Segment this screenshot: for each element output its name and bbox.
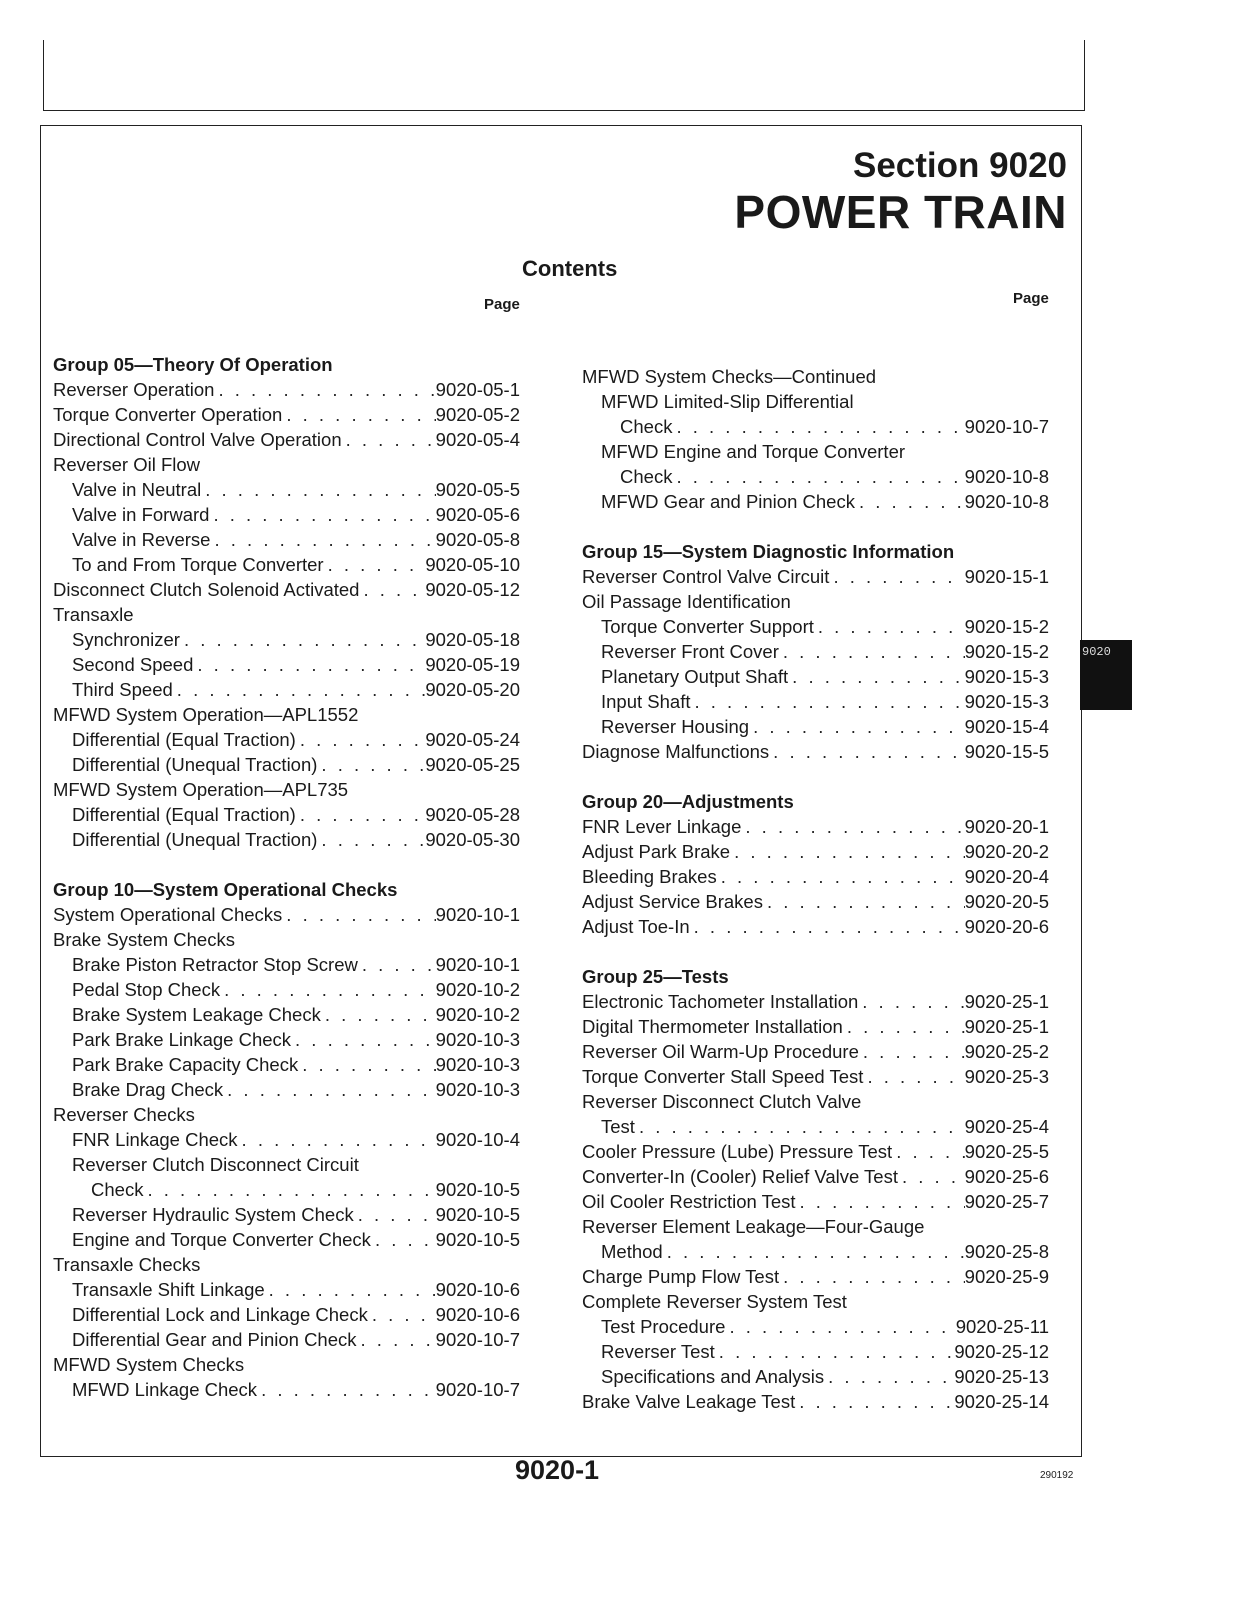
toc-page-ref: 9020-05-25 [425,754,520,775]
toc-entry [582,1164,1049,1189]
toc-entry-label: System Operational Checks [53,904,283,925]
toc-page-ref: 9020-10-8 [964,466,1049,487]
toc-page-ref: 9020-10-3 [435,1029,520,1050]
toc-entry [582,1089,1049,1114]
toc-entry-label: Reverser Test [601,1341,715,1362]
toc-leader-dots [859,1039,965,1064]
top-frame [43,40,1085,111]
toc-leader-dots [898,1164,965,1189]
toc-entry-label: Reverser Oil Warm-Up Procedure [582,1041,859,1062]
toc-entry-label: Disconnect Clutch Solenoid Activated [53,579,360,600]
page-column-label-left: Page [484,296,520,313]
toc-leader-dots [291,1027,436,1052]
toc-leader-dots [663,1239,965,1264]
toc-entry-label: Brake System Checks [53,929,235,950]
toc-leader-dots [265,1277,436,1302]
toc-leader-dots [359,577,425,602]
toc-page-ref: 9020-10-1 [435,904,520,925]
toc-entry-label: Check [620,466,673,487]
toc-leader-dots [690,689,964,714]
toc-entry [582,414,1049,439]
toc-entry [53,1102,520,1127]
toc-entry-label: Brake Drag Check [72,1079,224,1100]
toc-entry-label: Differential (Unequal Traction) [72,754,318,775]
toc-leader-dots [210,527,435,552]
toc-leader-dots [730,839,965,864]
section-number: Section 9020 [853,146,1067,185]
toc-leader-dots [180,627,425,652]
toc-entry [582,1364,1049,1389]
toc-group-label: Group 15—System Diagnostic Information [582,541,955,562]
toc-page-ref: 9020-25-12 [954,1341,1049,1362]
toc-leader-dots [795,1389,954,1414]
toc-entry [582,1214,1049,1239]
toc-leader-dots [763,889,965,914]
toc-entry-label: Reverser Front Cover [601,641,779,662]
toc-page-ref: 9020-10-7 [435,1329,520,1350]
toc-entry-label: MFWD System Checks—Continued [582,366,877,387]
toc-entry-label: Complete Reverser System Test [582,1291,847,1312]
toc-leader-dots [223,1077,436,1102]
toc-entry-label: Differential (Equal Traction) [72,729,296,750]
toc-leader-dots [858,989,964,1014]
toc-entry [53,602,520,627]
toc-entry [53,752,520,777]
section-tab [1080,640,1132,710]
toc-leader-dots [769,739,964,764]
toc-left-column [53,352,520,1402]
toc-entry [53,1027,520,1052]
toc-page-ref: 9020-05-20 [425,679,520,700]
toc-group-heading [582,964,1049,989]
toc-leader-dots [717,864,965,889]
toc-entry [53,377,520,402]
toc-entry-label: Digital Thermometer Installation [582,1016,843,1037]
toc-spacer [582,514,1049,539]
toc-entry-label: Input Shaft [601,691,691,712]
toc-entry [582,1239,1049,1264]
toc-leader-dots [672,464,964,489]
toc-page-ref: 9020-10-4 [435,1129,520,1150]
toc-page-ref: 9020-10-8 [964,491,1049,512]
toc-entry [582,489,1049,514]
toc-entry [53,677,520,702]
toc-page-ref: 9020-10-5 [435,1179,520,1200]
toc-entry-label: Reverser Hydraulic System Check [72,1204,354,1225]
toc-leader-dots [220,977,436,1002]
toc-entry-label: Second Speed [72,654,194,675]
toc-page-ref: 9020-15-3 [964,666,1049,687]
toc-entry-label: Reverser Housing [601,716,750,737]
toc-page-ref: 9020-10-3 [435,1079,520,1100]
toc-page-ref: 9020-25-2 [964,1041,1049,1062]
toc-entry-label: Brake Piston Retractor Stop Screw [72,954,358,975]
toc-entry-label: Adjust Park Brake [582,841,731,862]
toc-entry [53,527,520,552]
toc-page-ref: 9020-20-4 [964,866,1049,887]
toc-leader-dots [749,714,965,739]
toc-leader-dots [282,902,435,927]
toc-page-ref: 9020-05-8 [435,529,520,550]
toc-page-ref: 9020-25-9 [964,1266,1049,1287]
toc-leader-dots [143,1177,435,1202]
toc-group-label: Group 10—System Operational Checks [53,879,398,900]
toc-entry [53,952,520,977]
toc-leader-dots [298,1052,435,1077]
toc-page-ref: 9020-25-1 [964,1016,1049,1037]
toc-group-heading [53,352,520,377]
toc-page-ref: 9020-05-4 [435,429,520,450]
toc-entry [53,502,520,527]
toc-entry [53,552,520,577]
toc-entry-label: Planetary Output Shaft [601,666,789,687]
toc-entry [53,1302,520,1327]
toc-entry-label: FNR Linkage Check [72,1129,238,1150]
toc-entry [582,389,1049,414]
toc-entry-label: To and From Torque Converter [72,554,324,575]
toc-page-ref: 9020-10-5 [435,1204,520,1225]
toc-page-ref: 9020-05-6 [435,504,520,525]
toc-leader-dots [824,1364,954,1389]
toc-leader-dots [843,1014,965,1039]
toc-entry [582,1339,1049,1364]
toc-entry [53,1252,520,1277]
toc-leader-dots [201,477,435,502]
toc-entry-label: Torque Converter Operation [53,404,283,425]
toc-entry [582,1014,1049,1039]
toc-leader-dots [779,1264,965,1289]
toc-page-ref: 9020-10-2 [435,979,520,1000]
toc-page-ref: 9020-05-30 [425,829,520,850]
toc-entry [53,1202,520,1227]
toc-leader-dots [317,752,425,777]
toc-entry-label: Cooler Pressure (Lube) Pressure Test [582,1141,893,1162]
toc-leader-dots [863,1064,964,1089]
toc-entry-label: Adjust Service Brakes [582,891,763,912]
toc-leader-dots [317,827,425,852]
toc-entry [53,427,520,452]
toc-entry [53,1002,520,1027]
toc-leader-dots [342,427,436,452]
toc-entry [582,1064,1049,1089]
toc-entry [53,1077,520,1102]
toc-group-heading [582,539,1049,564]
toc-entry-label: MFWD Gear and Pinion Check [601,491,855,512]
toc-leader-dots [282,402,435,427]
toc-entry-label: Directional Control Valve Operation [53,429,342,450]
toc-leader-dots [296,727,426,752]
toc-spacer [582,764,1049,789]
toc-entry-label: Differential Gear and Pinion Check [72,1329,357,1350]
toc-entry-label: Charge Pump Flow Test [582,1266,780,1287]
toc-entry-label: Reverser Checks [53,1104,195,1125]
toc-entry-label: Pedal Stop Check [72,979,221,1000]
toc-entry-label: Test [601,1116,635,1137]
toc-leader-dots [357,1327,436,1352]
toc-page-ref: 9020-15-2 [964,616,1049,637]
toc-entry [53,902,520,927]
toc-entry-label: Adjust Toe-In [582,916,690,937]
toc-leader-dots [214,377,435,402]
toc-entry-label: Diagnose Malfunctions [582,741,770,762]
toc-entry [53,977,520,1002]
page-title: POWER TRAIN [734,186,1067,238]
toc-entry [53,1127,520,1152]
toc-leader-dots [296,802,426,827]
toc-page-ref: 9020-10-7 [435,1379,520,1400]
toc-entry-label: Reverser Oil Flow [53,454,200,475]
toc-leader-dots [173,677,426,702]
toc-entry-label: Synchronizer [72,629,180,650]
toc-entry [53,652,520,677]
toc-leader-dots [321,1002,436,1027]
toc-page-ref: 9020-05-2 [435,404,520,425]
toc-page-ref: 9020-15-2 [964,641,1049,662]
toc-entry-label: MFWD System Operation—APL735 [53,779,349,800]
toc-leader-dots [209,502,435,527]
toc-entry-label: MFWD Linkage Check [72,1379,258,1400]
toc-page-ref: 9020-10-6 [435,1279,520,1300]
page-column-label-right: Page [1013,290,1049,307]
toc-entry-label: Differential (Unequal Traction) [72,829,318,850]
toc-entry [582,739,1049,764]
toc-group-label: Group 25—Tests [582,966,729,987]
toc-page-ref: 9020-25-5 [964,1141,1049,1162]
toc-entry [53,627,520,652]
toc-entry [582,889,1049,914]
toc-entry [53,927,520,952]
toc-entry-label: Method [601,1241,663,1262]
toc-entry-label: Valve in Neutral [72,479,202,500]
toc-page-ref: 9020-05-1 [435,379,520,400]
toc-entry [582,914,1049,939]
toc-leader-dots [814,614,965,639]
toc-entry [582,864,1049,889]
toc-page-ref: 9020-05-5 [435,479,520,500]
toc-entry [53,1352,520,1377]
toc-leader-dots [715,1339,955,1364]
toc-entry [582,439,1049,464]
toc-page-ref: 9020-25-6 [964,1166,1049,1187]
toc-entry [582,1314,1049,1339]
toc-page-ref: 9020-25-8 [964,1241,1049,1262]
toc-entry [53,1152,520,1177]
toc-leader-dots [796,1189,965,1214]
toc-entry-label: Brake Valve Leakage Test [582,1391,796,1412]
toc-entry [582,839,1049,864]
toc-leader-dots [892,1139,964,1164]
toc-spacer [582,939,1049,964]
toc-entry [582,689,1049,714]
toc-entry-label: Transaxle Checks [53,1254,201,1275]
toc-entry-label: Third Speed [72,679,173,700]
toc-page-ref: 9020-15-5 [964,741,1049,762]
toc-page-ref: 9020-25-11 [955,1316,1049,1337]
toc-page-ref: 9020-10-5 [435,1229,520,1250]
toc-page-ref: 9020-25-4 [964,1116,1049,1137]
toc-leader-dots [829,564,964,589]
toc-leader-dots [635,1114,965,1139]
toc-entry-label: Reverser Element Leakage—Four-Gauge [582,1216,925,1237]
toc-entry-label: Converter-In (Cooler) Relief Valve Test [582,1166,898,1187]
toc-entry-label: Oil Cooler Restriction Test [582,1191,796,1212]
toc-entry-label: Check [620,416,673,437]
toc-entry [53,1377,520,1402]
toc-entry-label: MFWD System Operation—APL1552 [53,704,359,725]
toc-leader-dots [725,1314,955,1339]
toc-leader-dots [855,489,965,514]
toc-leader-dots [368,1302,436,1327]
toc-entry [53,1177,520,1202]
toc-entry-label: Park Brake Capacity Check [72,1054,299,1075]
toc-entry-label: Check [91,1179,144,1200]
toc-entry-label: MFWD System Checks [53,1354,245,1375]
toc-page-ref: 9020-05-10 [425,554,520,575]
toc-entry [53,577,520,602]
toc-entry [53,477,520,502]
toc-page-ref: 9020-15-3 [964,691,1049,712]
page-number: 9020-1 [515,1455,600,1485]
toc-entry [582,564,1049,589]
toc-entry-label: Transaxle [53,604,134,625]
toc-page-ref: 9020-25-7 [964,1191,1049,1212]
toc-entry [582,1114,1049,1139]
toc-page-ref: 9020-20-1 [964,816,1049,837]
toc-leader-dots [741,814,964,839]
toc-page-ref: 9020-05-19 [425,654,520,675]
toc-page-ref: 9020-25-13 [954,1366,1049,1387]
toc-group-label: Group 05—Theory Of Operation [53,354,333,375]
toc-spacer [53,852,520,877]
toc-entry-label: Engine and Torque Converter Check [72,1229,371,1250]
toc-entry-label: Valve in Reverse [72,529,211,550]
toc-page-ref: 9020-10-2 [435,1004,520,1025]
toc-leader-dots [788,664,964,689]
toc-right-column [582,364,1049,1414]
toc-page-ref: 9020-05-18 [425,629,520,650]
toc-page-ref: 9020-25-1 [964,991,1049,1012]
toc-leader-dots [193,652,425,677]
toc-page-ref: 9020-20-6 [964,916,1049,937]
toc-leader-dots [354,1202,436,1227]
toc-entry-label: MFWD Limited-Slip Differential [601,391,854,412]
toc-entry [582,464,1049,489]
toc-page-ref: 9020-10-1 [435,954,520,975]
toc-entry-label: Oil Passage Identification [582,591,791,612]
toc-page-ref: 9020-10-7 [964,416,1049,437]
toc-group-heading [53,877,520,902]
toc-group-label: Group 20—Adjustments [582,791,794,812]
toc-entry-label: Specifications and Analysis [601,1366,825,1387]
toc-leader-dots [238,1127,436,1152]
toc-entry [53,1327,520,1352]
toc-entry [53,802,520,827]
toc-entry [582,989,1049,1014]
toc-entry [53,452,520,477]
toc-page-ref: 9020-25-14 [954,1391,1049,1412]
toc-entry [582,589,1049,614]
toc-leader-dots [371,1227,436,1252]
toc-entry-label: Torque Converter Support [601,616,814,637]
toc-entry [582,1389,1049,1414]
toc-page-ref: 9020-05-12 [425,579,520,600]
toc-entry-label: Differential Lock and Linkage Check [72,1304,368,1325]
toc-entry-label: Torque Converter Stall Speed Test [582,1066,864,1087]
toc-page-ref: 9020-10-3 [435,1054,520,1075]
toc-entry [53,1277,520,1302]
toc-entry-label: Test Procedure [601,1316,726,1337]
toc-leader-dots [358,952,436,977]
toc-entry [582,1264,1049,1289]
toc-page-ref: 9020-20-2 [964,841,1049,862]
toc-entry [582,1189,1049,1214]
toc-leader-dots [779,639,965,664]
toc-entry [582,1039,1049,1064]
toc-entry-label: Electronic Tachometer Installation [582,991,859,1012]
toc-entry [53,702,520,727]
toc-entry-label: Park Brake Linkage Check [72,1029,292,1050]
toc-leader-dots [690,914,965,939]
toc-entry [53,1052,520,1077]
toc-entry-label: Differential (Equal Traction) [72,804,296,825]
toc-leader-dots [672,414,964,439]
toc-entry [582,614,1049,639]
toc-page-ref: 9020-15-4 [964,716,1049,737]
toc-entry [582,364,1049,389]
toc-page-ref: 9020-20-5 [964,891,1049,912]
toc-entry [53,777,520,802]
toc-entry [53,727,520,752]
toc-entry [582,664,1049,689]
toc-entry-label: Reverser Clutch Disconnect Circuit [72,1154,359,1175]
toc-entry-label: Transaxle Shift Linkage [72,1279,265,1300]
toc-entry [582,639,1049,664]
section-tab-label: 9020 [1082,645,1111,659]
toc-entry [53,827,520,852]
toc-entry [582,814,1049,839]
toc-page-ref: 9020-15-1 [964,566,1049,587]
toc-entry-label: FNR Lever Linkage [582,816,742,837]
toc-entry-label: Bleeding Brakes [582,866,717,887]
toc-entry [582,714,1049,739]
toc-entry [582,1289,1049,1314]
toc-entry-label: Brake System Leakage Check [72,1004,321,1025]
toc-entry-label: Reverser Control Valve Circuit [582,566,830,587]
toc-entry-label: MFWD Engine and Torque Converter [601,441,906,462]
toc-page-ref: 9020-10-6 [435,1304,520,1325]
document-code: 290192 [1040,1470,1074,1481]
toc-entry-label: Valve in Forward [72,504,210,525]
toc-group-heading [582,789,1049,814]
toc-page-ref: 9020-05-24 [425,729,520,750]
toc-entry-label: Reverser Operation [53,379,215,400]
toc-entry-label: Reverser Disconnect Clutch Valve [582,1091,862,1112]
toc-leader-dots [257,1377,436,1402]
toc-entry [53,402,520,427]
toc-page-ref: 9020-25-3 [964,1066,1049,1087]
toc-entry [582,1139,1049,1164]
toc-page-ref: 9020-05-28 [425,804,520,825]
toc-leader-dots [324,552,426,577]
toc-entry [53,1227,520,1252]
contents-heading: Contents [522,256,618,281]
